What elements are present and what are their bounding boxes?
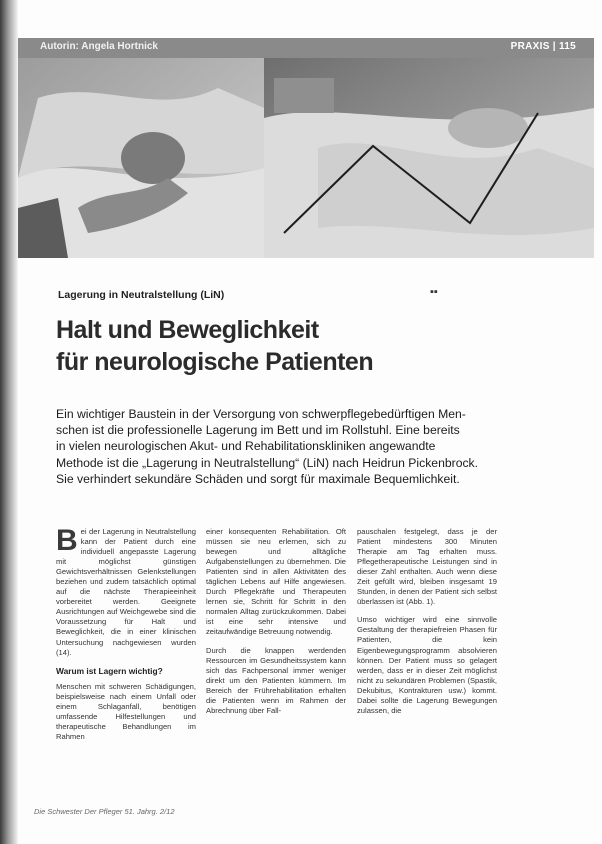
lead-line: Methode ist die „Lagerung in Neutralstellung“ (LiN) nach Heidrun Pickenbrock. [56, 455, 479, 470]
title-line-1: Halt und Beweglichkeit [56, 316, 319, 344]
drop-cap: B [56, 524, 78, 557]
article-title [56, 314, 373, 378]
page-footer: Die Schwester Der Pfleger 51. Jahrg. 2/12 [34, 807, 175, 816]
section-label: PRAXIS | 115 [510, 41, 576, 52]
kicker-mark: ▪▪ [430, 286, 438, 298]
lead-line: Sie verhindert sekundäre Schäden und sorgt für maximale Bequemlichkeit. [56, 471, 460, 486]
body-paragraph: Menschen mit schweren Schädigungen, beispielsweise nach einem Unfall oder einem Schlaganfall, benötigen umfassende Hilfestellungen und therapeutische Behandlungen im Rahmen [56, 681, 196, 741]
patient-positioning-photo [18, 58, 594, 258]
body-column-1 [56, 524, 196, 750]
lead-paragraph [56, 406, 556, 487]
header-photo [18, 58, 594, 258]
body-paragraph: einer konsequenten Rehabilitation. Oft müssen sie neu erlernen, sich zu bewegen und alltägliche Aufgabenstellungen zu übernehmen. Die Patienten sind in allen Aktivitäten des täglichen Lebens auf Hilfe angewiesen. Durch Pflegekräfte und Therapeuten lernen sie, Schritt für Schritt in den normalen Alltag zurückzukommen. Dabei ist eine sehr intensive und zeitaufwändige Betreuung notwendig. [206, 527, 346, 637]
body-paragraph: pauschalen festgelegt, dass je der Patient mindestens 300 Minuten Therapie am Tag erhalten muss. Pflegetherapeutische Leistungen sind in dieser Zahl enthalten. Auch wenn diese Zeit gefüllt wird, bleiben insgesamt 19 Stunden, in denen der Patient sich selbst überlassen ist (Abb. 1). [357, 527, 497, 607]
body-column-2 [206, 527, 346, 724]
author-line: Autorin: Angela Hortnick [40, 41, 158, 52]
body-paragraph: Durch die knappen werdenden Ressourcen im Gesundheitssystem kann sich das Fachpersonal immer weniger direkt um den Patienten kümmern. Im Bereich der Frührehabilitation erhalten die Patienten wenn im Rahmen der Abrechnung über Fall- [206, 645, 346, 715]
section-subhead: Warum ist Lagern wichtig? [56, 665, 163, 676]
lead-line: Ein wichtiger Baustein in der Versorgung von schwerpflegebedürftigen Men- [56, 407, 466, 421]
body-paragraph: Umso wichtiger wird eine sinnvolle Gestaltung der therapiefreien Phasen für Patienten, die kein Eigenbewegungsprogramm absolvieren können. Der Patient muss so gelagert werden, dass er in dieser Zeit möglichst nicht zu sekundären Problemen (Spastik, Dekubitus, Kontrakturen usw.) kommt. Dabei sollte die Lagerung Bewegungen zulassen, die [357, 615, 497, 715]
body-column-3 [357, 527, 497, 724]
scan-shadow [0, 0, 18, 844]
lead-line: schen ist die professionelle Lagerung im Bett und im Rollstuhl. Eine bereits [56, 423, 460, 438]
title-line-2: für neurologische Patienten [56, 348, 374, 376]
lead-line: in vielen neurologischen Akut- und Rehabilitationskliniken angewandte [56, 439, 436, 454]
body-paragraph: Bei der Lagerung in Neutralstellung kann der Patient durch eine individuell angepasste Lagerung mit möglichst günstigen Gewichtsverhältnissen Gelenkstellungen beziehen und zudem tatsächlich optimal auf die nächste Therapieeinheit vorbereitet werden. Geeignete Ausrichtungen auf Weichgewebe sind die Voraussetzung für Halt und Beweglichkeit, die in einer klinischen Untersuchung nachgewiesen wurden (14). [56, 524, 196, 657]
article-kicker: Lagerung in Neutralstellung (LiN) [58, 289, 225, 301]
